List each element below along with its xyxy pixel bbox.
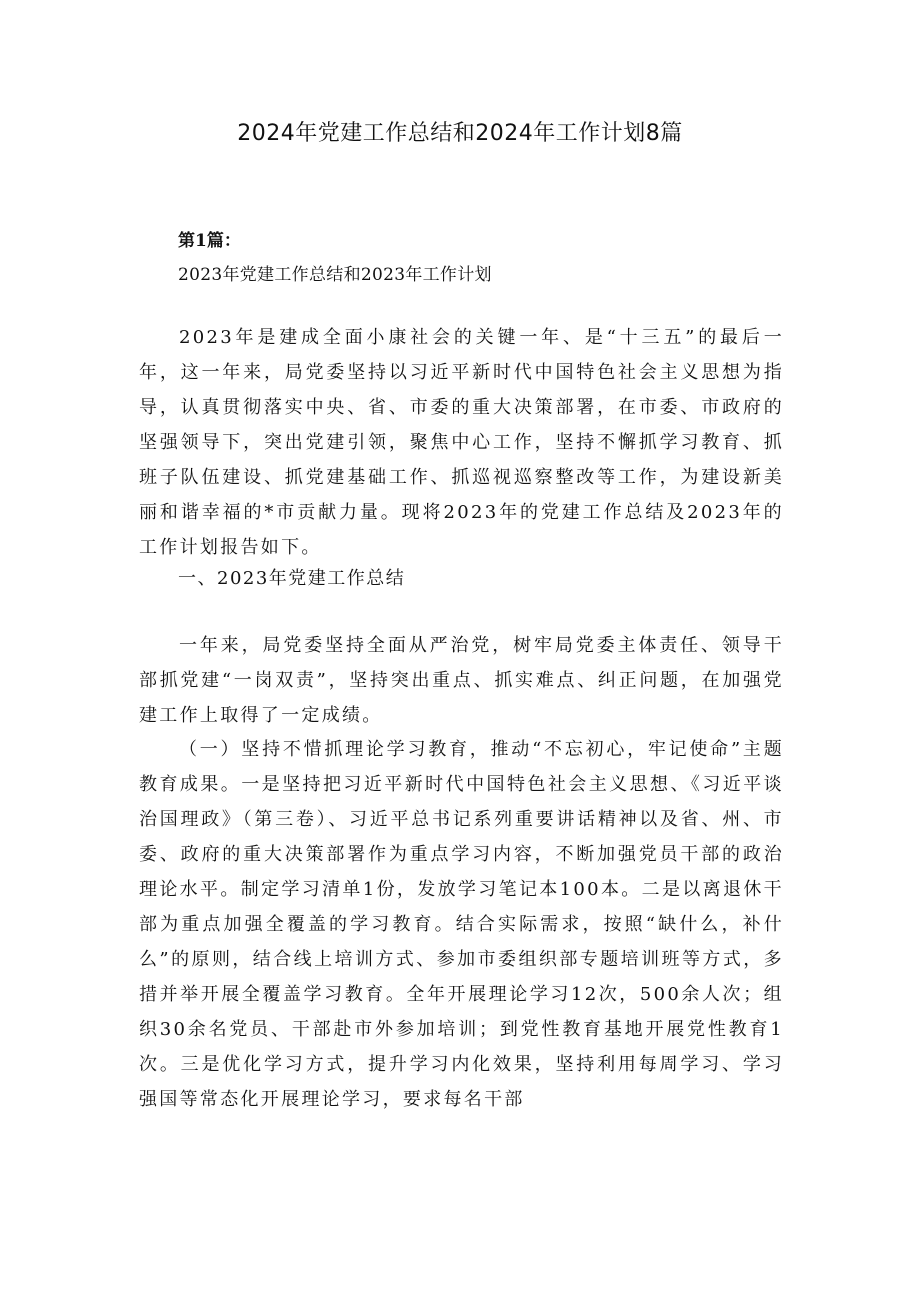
document-title: 2024年党建工作总结和2024年工作计划8篇: [237, 121, 683, 146]
intro-paragraph: 2023年是建成全面小康社会的关键一年、是“十三五”的最后一年，这一年来，局党委坚持以习近平新时代中国特色社会主义思想为指导，认真贯彻落实中央、省、市委的重大决策部署，在市委、市政府的坚强领导下，突出党建引领，聚焦中心工作，坚持不懈抓学习教育、抓班子队伍建设、抓党建基础工作、抓巡视巡察整改等工作，为建设新美丽和谐幸福的*市贡献力量。现将2023年的党建工作总结及2023年的工作计划报告如下。: [139, 327, 784, 558]
summary-paragraph: 一年来，局党委坚持全面从严治党，树牢局党委主体责任、领导干部抓党建“一岗双责”，坚持突出重点、抓实难点、纠正问题，在加强党建工作上取得了一定成绩。: [139, 635, 784, 726]
article-number: 第1篇：: [178, 231, 241, 251]
section-heading: 一、2023年党建工作总结: [178, 568, 406, 589]
study-paragraph: （一）坚持不惜抓理论学习教育，推动“不忘初心，牢记使命”主题教育成果。一是坚持把习近平新时代中国特色社会主义思想、《习近平谈治国理政》（第三卷）、习近平总书记系列重要讲话精神以及省、州、市委、政府的重大决策部署作为重点学习内容，不断加强党员干部的政治理论水平。制定学习清单1份，发放学习笔记本100本。二是以离退休干部为重点加强全覆盖的学习教育。结合实际需求，按照“缺什么，补什么”的原则，结合线上培训方式、参加市委组织部专题培训班等方式，多措并举开展全覆盖学习教育。全年开展理论学习12次，500余人次；组织30余名党员、干部赴市外参加培训；到党性教育基地开展党性教育1次。三是优化学习方式，提升学习内化效果，坚持利用每周学习、学习强国等常态化开展理论学习，要求每名干部: [139, 739, 784, 1110]
article-title: 2023年党建工作总结和2023年工作计划: [178, 265, 492, 285]
